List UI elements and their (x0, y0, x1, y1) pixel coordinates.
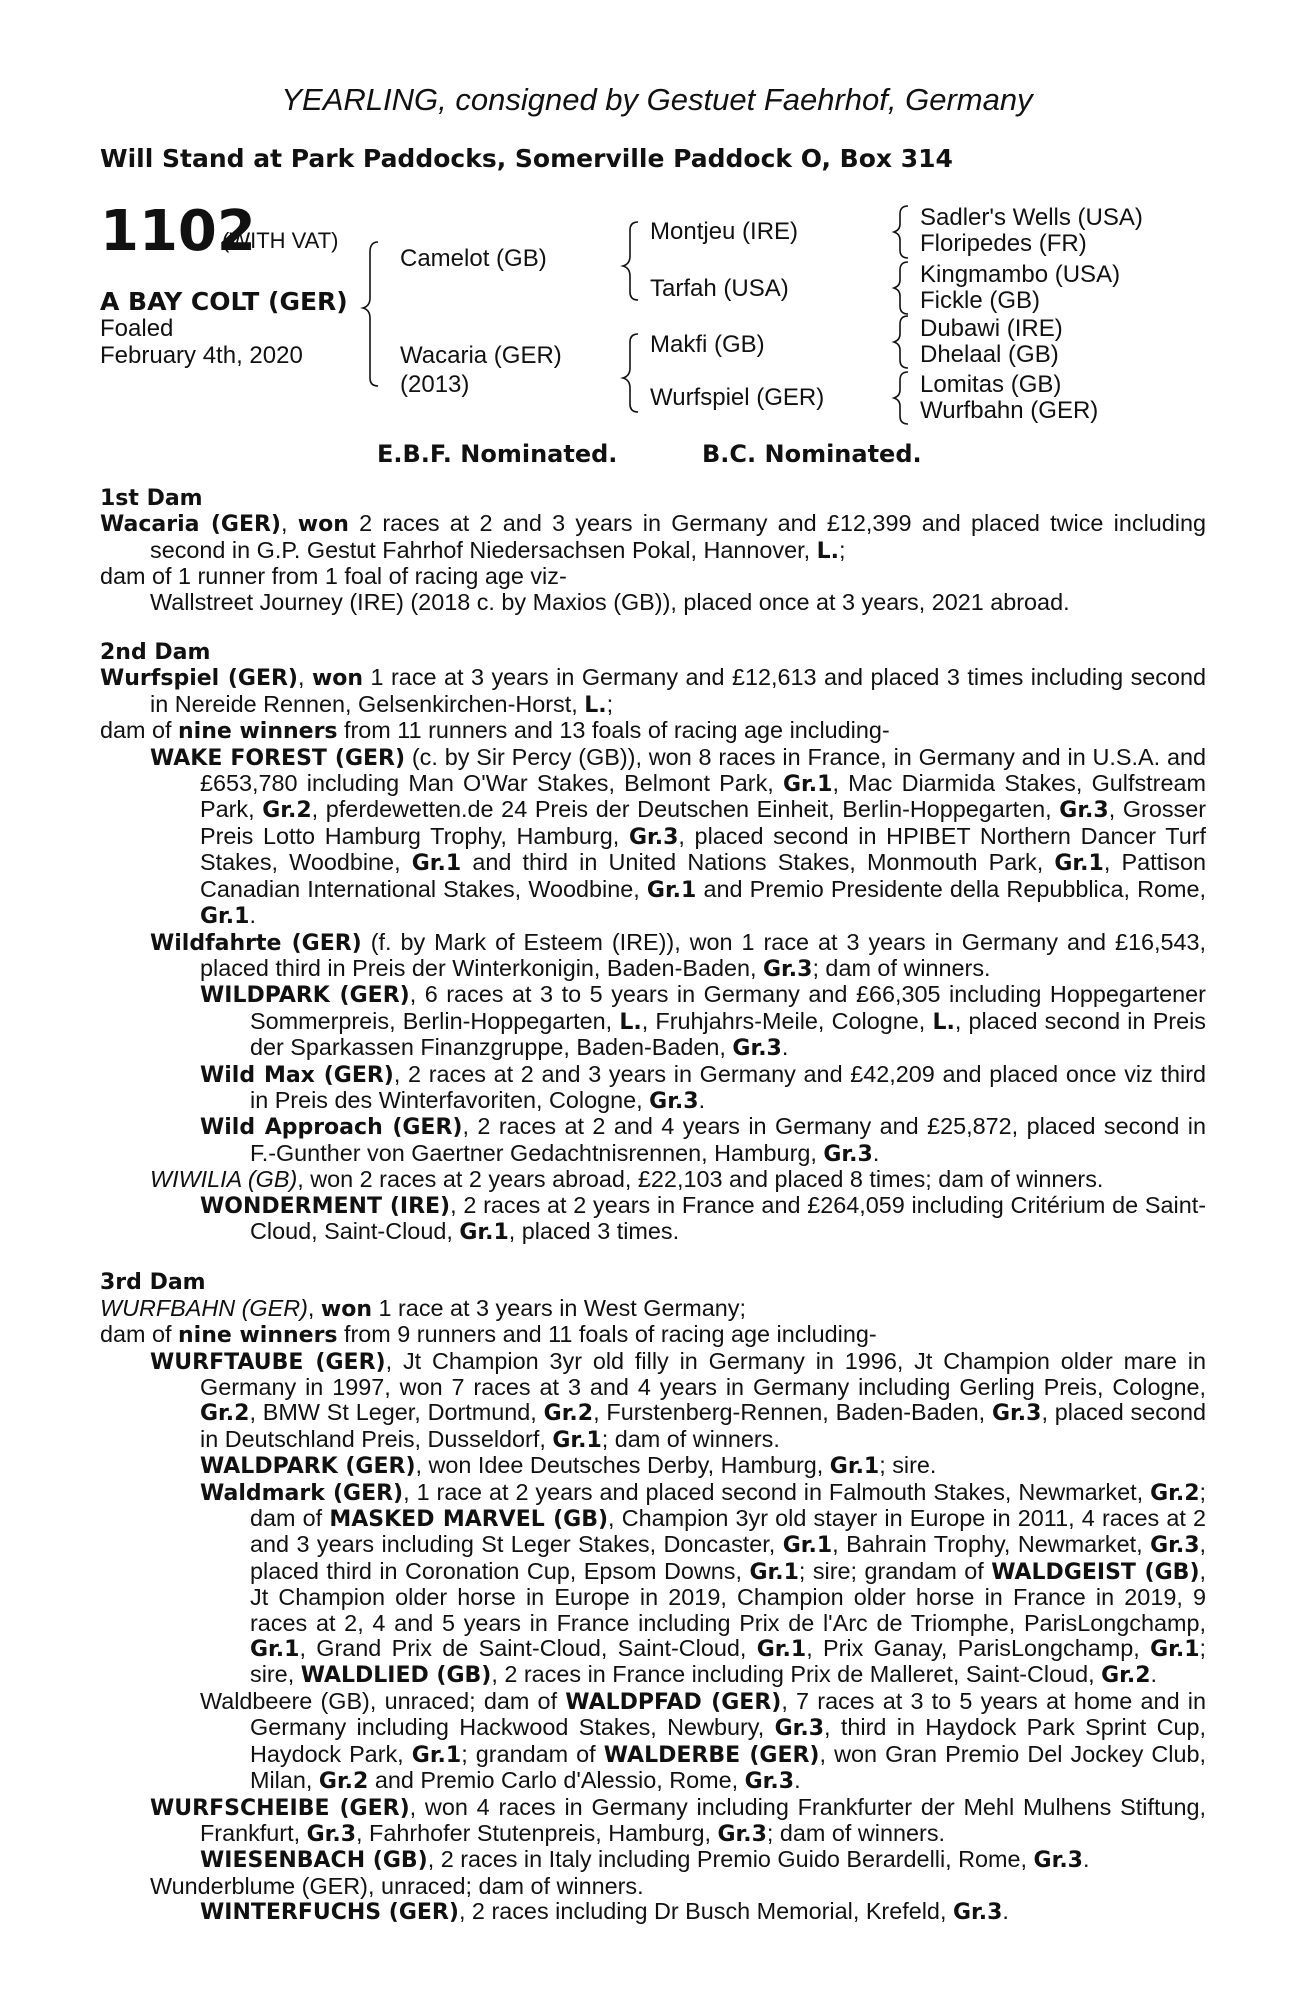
pedigree-entry: Wacaria (GER), won 2 races at 2 and 3 years in Germany and £12,399 and placed twice including second in G.P. Gestut Fahrhof Niedersachsen Pokal, Hannover, L.; (100, 510, 1207, 564)
ebf-nominated: E.B.F. Nominated. (377, 440, 618, 468)
horse-description: A BAY COLT (GER) (100, 287, 348, 316)
pedigree-entry: WIWILIA (GB), won 2 races at 2 years abroad, £22,103 and placed 8 times; dam of winners. (150, 1166, 1104, 1193)
section-heading: 3rd Dam (100, 1270, 206, 1296)
pedigree-entry: WURFSCHEIBE (GER), won 4 races in Germany including Frankfurter der Mehl Mulhens Stiftung, Frankfurt, Gr.3, Fahrhofer Stutenpreis, Hamburg, Gr.3; dam of winners. (150, 1793, 1206, 1847)
stand-location: Will Stand at Park Paddocks, Somerville Paddock O, Box 314 (100, 144, 953, 173)
pedigree-g3: Kingmambo (USA) (920, 261, 1121, 288)
pedigree-entry: WINTERFUCHS (GER), 2 races including Dr Busch Memorial, Krefeld, Gr.3. (200, 1898, 1009, 1926)
pedigree-g2: Floripedes (FR) (920, 230, 1087, 257)
vat-note: (WITH VAT) (222, 228, 339, 253)
pedigree-g1: Sadler's Wells (USA) (920, 204, 1143, 231)
pedigree-entry: Waldmark (GER), 1 race at 2 years and placed second in Falmouth Stakes, Newmarket, Gr.2; dam of MASKED MARVEL (GB), Champion 3yr old stayer in Europe in 2011, 4 races at 2 and 3 years including St Leger Stakes, Doncaster, Gr.1, Bahrain Trophy, Newmarket, Gr.3, placed third in Coronation Cup, Epsom Downs, Gr.1; sire; grandam of WALDGEIST (GB), Jt Champion older horse in Europe in 2019, Champion older horse in France in 2019, 9 races at 2, 4 and 5 years in France including Prix de l'Arc de Triomphe, ParisLongchamp, Gr.1, Grand Prix de Saint-Cloud, Saint-Cloud, Gr.1, Prix Ganay, ParisLongchamp, Gr.1; sire, WALDLIED (GB), 2 races in France including Prix de Malleret, Saint-Cloud, Gr.2. (200, 1478, 1207, 1689)
section-gap (100, 1245, 1206, 1270)
section-heading: 1st Dam (100, 486, 203, 511)
pedigree-entry: WALDPARK (GER), won Idee Deutsches Derby, Hamburg, Gr.1; sire. (200, 1452, 937, 1480)
pedigree-entry: WIESENBACH (GB), 2 races in Italy including Premio Guido Berardelli, Rome, Gr.3. (200, 1846, 1090, 1874)
pedigree-entry: dam of nine winners from 9 runners and 11 foals of racing age including- (100, 1321, 877, 1349)
pedigree-dam-dam: Wurfspiel (GER) (650, 384, 825, 411)
pedigree-entry: Waldbeere (GB), unraced; dam of WALDPFAD (GER), 7 races at 3 to 5 years at home and in Germany including Hackwood Stakes, Newbury, Gr.3, third in Haydock Park Sprint Cup, Haydock Park, Gr.1; grandam of WALDERBE (GER), won Gran Premio Del Jockey Club, Milan, Gr.2 and Premio Carlo d'Alessio, Rome, Gr.3. (200, 1687, 1207, 1795)
section-gap (100, 615, 1206, 640)
pedigree-entry: Wunderblume (GER), unraced; dam of winners. (150, 1872, 644, 1899)
pedigree-entry: WONDERMENT (IRE), 2 races at 2 years in France and £264,059 including Critérium de Saint-Cloud, Saint-Cloud, Gr.1, placed 3 times. (200, 1191, 1207, 1245)
bc-nominated: B.C. Nominated. (702, 440, 922, 468)
section-heading: 2nd Dam (100, 640, 211, 666)
lot-number: 1102 (100, 199, 256, 264)
foaled-date: February 4th, 2020 (100, 342, 303, 369)
pedigree-entry: Wild Max (GER), 2 races at 2 and 3 years in Germany and £42,209 and placed once viz third in Preis des Winterfavoriten, Cologne, Gr.3. (200, 1060, 1207, 1114)
pedigree-entry: Wurfspiel (GER), won 1 race at 3 years in Germany and £12,613 and placed 3 times including second in Nereide Rennen, Gelsenkirchen-Horst, L.; (100, 664, 1206, 718)
pedigree-g6: Dhelaal (GB) (920, 341, 1059, 368)
consignment-heading: YEARLING, consigned by Gestuet Faehrhof, Germany (281, 82, 1033, 117)
pedigree-entry: dam of nine winners from 11 runners and 13 foals of racing age including- (100, 717, 890, 745)
pedigree-entry: WAKE FOREST (GER) (c. by Sir Percy (GB)), won 8 races in France, in Germany and in U.S.A. and £653,780 including Man O'War Stakes, Belmont Park, Gr.1, Mac Diarmida Stakes, Gulfstream Park, Gr.2, pferdewetten.de 24 Preis der Deutschen Einheit, Berlin-Hoppegarten, Gr.3, Grosser Preis Lotto Hamburg Trophy, Hamburg, Gr.3, placed second in HPIBET Northern Dancer Turf Stakes, Woodbine, Gr.1 and third in United Nations Stakes, Monmouth Park, Gr.1, Pattison Canadian International Stakes, Woodbine, Gr.1 and Premio Presidente della Repubblica, Rome, Gr.1. (150, 743, 1207, 930)
pedigree-sire-sire: Montjeu (IRE) (650, 218, 799, 245)
dam-line-text (100, 486, 1206, 1926)
pedigree-dam-sire: Makfi (GB) (650, 331, 765, 358)
pedigree-g5: Dubawi (IRE) (920, 315, 1063, 342)
pedigree-entry: WILDPARK (GER), 6 races at 3 to 5 years in Germany and £66,305 including Hoppegartener Sommerpreis, Berlin-Hoppegarten, L., Fruhjahrs-Meile, Cologne, L., placed second in Preis der Sparkassen Finanzgruppe, Baden-Baden, Gr.3. (200, 981, 1206, 1062)
pedigree-g7: Lomitas (GB) (920, 371, 1062, 398)
pedigree-entry: WURFTAUBE (GER), Jt Champion 3yr old filly in Germany in 1996, Jt Champion older mare in Germany in 1997, won 7 races at 3 and 4 years in Germany including Gerling Preis, Cologne, Gr.2, BMW St Leger, Dortmund, Gr.2, Furstenberg-Rennen, Baden-Baden, Gr.3, placed second in Deutschland Preis, Dusseldorf, Gr.1; dam of winners. (150, 1347, 1206, 1453)
pedigree-entry: Wildfahrte (GER) (f. by Mark of Esteem (IRE)), won 1 race at 3 years in Germany and £16,543, placed third in Preis der Winterkonigin, Baden-Baden, Gr.3; dam of winners. (150, 928, 1206, 982)
pedigree-entry: Wild Approach (GER), 2 races at 2 and 4 years in Germany and £25,872, placed second in F.-Gunther von Gaertner Gedachtnisrennen, Hamburg, Gr.3. (200, 1113, 1206, 1167)
pedigree-sire: Camelot (GB) (400, 245, 547, 272)
pedigree-entry: dam of 1 runner from 1 foal of racing age viz- (100, 563, 567, 590)
pedigree-sire-dam: Tarfah (USA) (650, 275, 789, 302)
pedigree-entry: WURFBAHN (GER), won 1 race at 3 years in West Germany; (100, 1294, 746, 1322)
pedigree-dam: Wacaria (GER) (400, 342, 562, 369)
foaled-label: Foaled (100, 315, 174, 342)
pedigree-dam-year: (2013) (400, 371, 470, 398)
pedigree-g4: Fickle (GB) (920, 287, 1040, 314)
pedigree-g8: Wurfbahn (GER) (920, 397, 1099, 424)
pedigree-entry: Wallstreet Journey (IRE) (2018 c. by Maxios (GB)), placed once at 3 years, 2021 abroad. (150, 588, 1070, 615)
